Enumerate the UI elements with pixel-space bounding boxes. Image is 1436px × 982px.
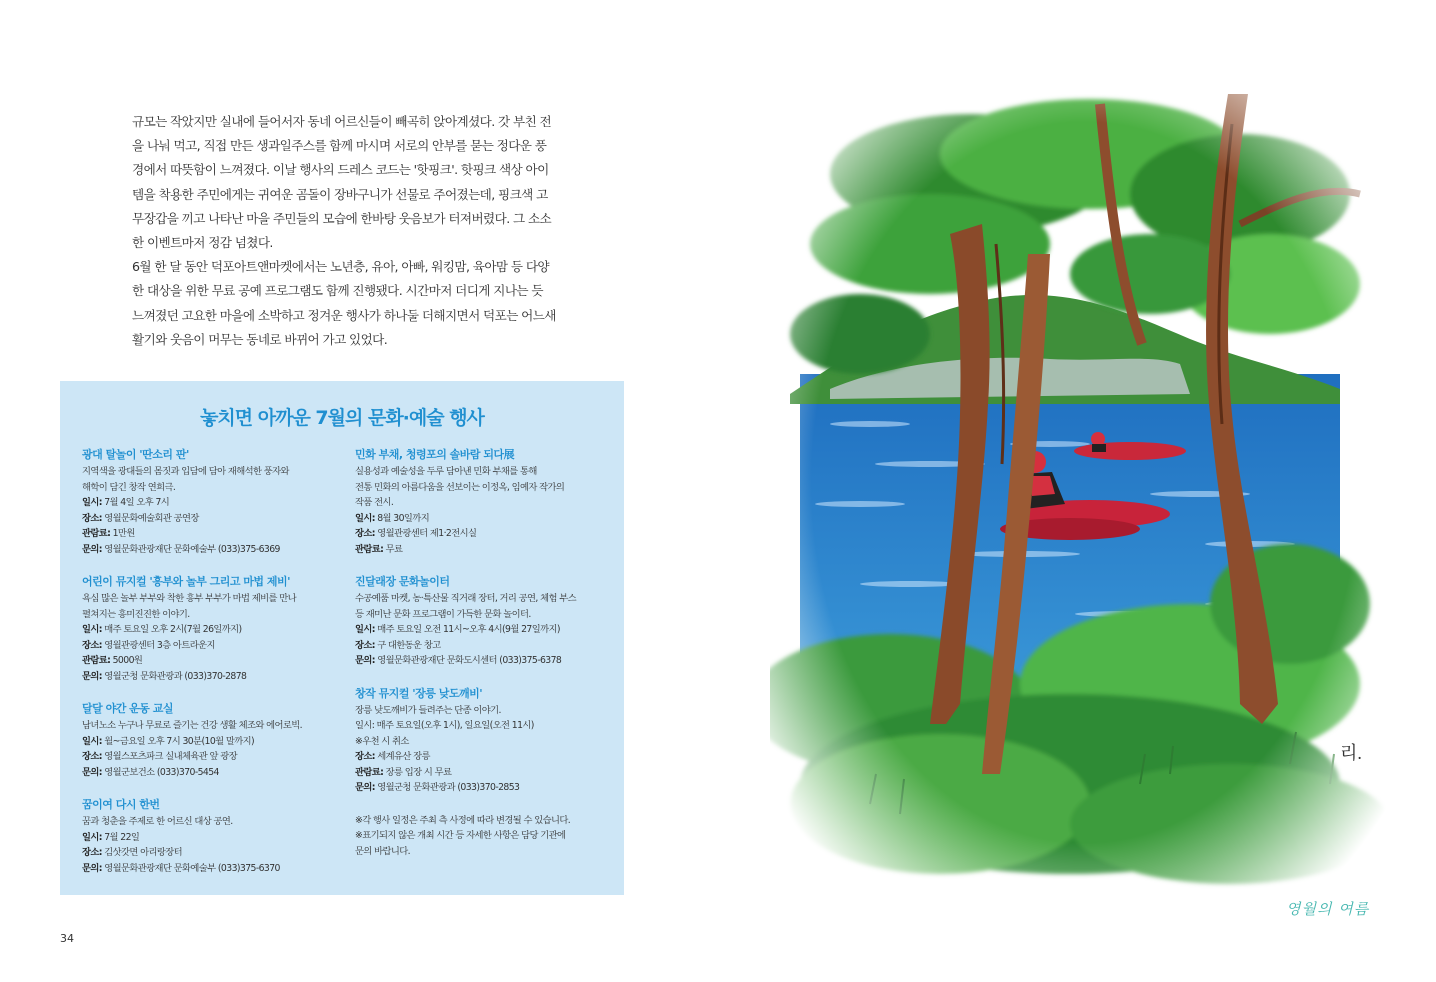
event-field-label: 일시:: [82, 831, 102, 843]
event-field-label: 장소:: [355, 751, 375, 762]
event-item: [355, 447, 613, 557]
event-field: [82, 622, 340, 638]
event-field-value: 7월 4일 오후 7시: [101, 497, 170, 508]
event-description: 남녀노소 누구나 무료로 즐기는 건강 생활 체조와 에어로빅.: [82, 720, 302, 731]
event-description: 꿈과 청춘을 주제로 한 어르신 대상 공연.: [82, 816, 233, 827]
event-field: [355, 542, 613, 558]
artist-signature: 리.: [1340, 743, 1362, 763]
event-field: [82, 511, 340, 527]
event-description: 수공예품 마켓, 농·특산물 직거래 장터, 거리 공연, 체험 부스: [355, 593, 577, 604]
event-item: [355, 574, 613, 669]
event-title: 어린이 뮤지컬 '흥부와 놀부 그리고 마법 제비': [82, 575, 290, 588]
event-title: 꿈이여 다시 한번: [82, 798, 160, 811]
event-description: 작품 전시.: [355, 497, 394, 508]
event-field: [82, 653, 340, 669]
event-field-label: 문의:: [82, 766, 102, 778]
event-field: [355, 653, 613, 669]
event-box-title: 놓치면 아까운 7월의 문화·예술 행사: [200, 407, 484, 429]
event-description: 실용성과 예술성을 두루 담아낸 민화 부채를 통해: [355, 466, 537, 477]
event-description: 지역색을 광대들의 몸짓과 입담에 담아 재해석한 풍자와: [82, 466, 289, 477]
event-field-label: 장소:: [355, 528, 375, 539]
event-field: [82, 638, 340, 654]
event-item: [82, 701, 340, 780]
event-field: [82, 765, 340, 781]
event-description: ※우천 시 취소: [355, 735, 409, 747]
paragraph-1: 규모는 작았지만 실내에 들어서자 동네 어르신들이 빼곡히 앉아계셨다. 갓 부친 전을 나눠 먹고, 직접 만든 생과일주스를 함께 마시며 서로의 안부를 묻는 정다운 풍경에서 따뜻함이 느껴졌다. 이날 행사의 드레스 코드는 '핫핑크'. 핫핑크 색상 아이템을 착용한 주민에게는 귀여운 곰돌이 장바구니가 선물로 주어졌는데, 핑크색 고무장갑을 끼고 나타난 마을 주민들의 모습에 한바탕 웃음보가 터져버렸다. 그 소소한 이벤트마저 정감 넘쳤다.: [132, 114, 552, 251]
event-field-value: 8월 30일까지: [374, 512, 430, 524]
event-description: 펼쳐지는 흥미진진한 이야기.: [82, 608, 190, 620]
event-description: 전통 민화의 아름다움을 선보이는 이정옥, 임예자 작가의: [355, 481, 565, 493]
event-field-label: 장소:: [82, 512, 102, 524]
event-field: [355, 749, 613, 765]
event-title: 창작 뮤지컬 '장릉 낮도깨비': [355, 686, 483, 700]
event-item: [82, 574, 340, 684]
event-field-label: 관람료:: [82, 528, 111, 539]
event-field-value: 세계유산 장릉: [374, 751, 430, 762]
right-page: [718, 0, 1436, 982]
event-field: [355, 765, 613, 781]
note-line: 문의 바랍니다.: [355, 845, 410, 857]
event-description: 등 재미난 문화 프로그램이 가득한 문화 놀이터.: [355, 608, 531, 620]
event-field: [82, 749, 340, 765]
event-field: [82, 669, 340, 685]
event-field: [355, 511, 613, 527]
event-column-left: [82, 447, 340, 893]
event-notes: [355, 813, 613, 860]
event-field: [82, 830, 340, 846]
event-field-label: 장소:: [82, 847, 102, 858]
event-field-label: 문의:: [82, 862, 102, 874]
event-field: [355, 780, 613, 796]
event-field-value: 영월문화관광재단 문화도시센터 (033)375-6378: [374, 655, 562, 666]
event-field: [82, 526, 340, 542]
article-body: [132, 110, 557, 352]
paragraph-2: 6월 한 달 동안 덕포아트앤마켓에서는 노년층, 유아, 아빠, 워킹맘, 육아맘 등 다양한 대상을 위한 무료 공예 프로그램도 함께 진행됐다. 시간마저 더디게 지나는 듯 느껴졌던 고요한 마을에 소박하고 정겨운 행사가 하나둘 더해지면서 덕포는 어느새 활기와 웃음이 머무는 동네로 바뀌어 가고 있었다.: [132, 259, 556, 347]
event-field-value: 무료: [383, 543, 403, 555]
event-field: [355, 622, 613, 638]
event-field-value: 영월스포츠파크 실내체육관 앞 광장: [101, 751, 238, 762]
event-field-value: 영월군청 문화관광과 (033)370-2878: [101, 670, 247, 682]
event-field-value: 영월군보건소 (033)370-5454: [101, 766, 219, 778]
event-item: [82, 447, 340, 557]
event-field-label: 일시:: [355, 512, 375, 524]
summer-illustration: [770, 84, 1400, 914]
event-field-value: 영월군청 문화관광과 (033)370-2853: [374, 782, 520, 793]
illustration-caption: 영월의 여름: [1286, 900, 1370, 918]
event-field-value: 김삿갓면 아리랑장터: [101, 847, 183, 858]
event-field: [82, 734, 340, 750]
event-field-label: 일시:: [82, 735, 102, 747]
event-field-label: 문의:: [82, 543, 102, 555]
event-field-value: 7월 22일: [101, 831, 140, 843]
event-field-label: 일시:: [355, 624, 375, 635]
event-field-label: 관람료:: [355, 766, 384, 778]
event-item: [355, 686, 613, 796]
event-field: [355, 638, 613, 654]
event-field-value: 영월관광센터 3층 아트라운지: [101, 639, 215, 651]
event-description: 욕심 많은 놀부 부부와 착한 흥부 부부가 마법 제비를 만나: [82, 593, 296, 604]
event-column-right: [355, 447, 613, 859]
event-field-value: 구 대한동운 창고: [374, 639, 441, 651]
event-field: [355, 526, 613, 542]
note-line: ※표기되지 않은 개최 시간 등 자세한 사항은 담당 기관에: [355, 830, 566, 841]
event-description: 장릉 낮도깨비가 들려주는 단종 이야기.: [355, 704, 501, 716]
event-field: [82, 861, 340, 877]
event-field-label: 장소:: [355, 639, 375, 651]
event-item: [82, 797, 340, 876]
event-field-value: 매주 토요일 오전 11시~오후 4시(9월 27일까지): [374, 624, 560, 635]
event-field-value: 1만원: [110, 528, 135, 539]
event-field-label: 관람료:: [82, 655, 111, 666]
event-field: [82, 495, 340, 511]
event-field-label: 장소:: [82, 751, 102, 762]
event-field-value: 영월문화관광재단 문화예술부 (033)375-6369: [101, 543, 280, 555]
note-line: ※각 행사 일정은 주최 측 사정에 따라 변경될 수 있습니다.: [355, 814, 571, 826]
event-field-value: 장릉 입장 시 무료: [383, 766, 452, 778]
event-description: 해학이 담긴 창작 연희극.: [82, 481, 176, 493]
event-field-label: 문의:: [355, 782, 375, 793]
event-field-label: 문의:: [82, 670, 102, 682]
event-description: 일시: 매주 토요일(오후 1시), 일요일(오전 11시): [355, 720, 534, 731]
event-field-value: 월~금요일 오후 7시 30분(10월 말까지): [101, 735, 255, 747]
event-field-label: 일시:: [82, 624, 102, 635]
event-field-label: 문의:: [355, 655, 375, 666]
event-field-value: 영월관광센터 제1·2전시실: [374, 528, 477, 539]
event-field-label: 관람료:: [355, 543, 384, 555]
event-field-label: 장소:: [82, 639, 102, 651]
event-field-value: 매주 토요일 오후 2시(7월 26일까지): [101, 624, 242, 635]
event-field: [82, 542, 340, 558]
event-field: [82, 845, 340, 861]
event-info-box: [60, 381, 624, 895]
event-title: 민화 부채, 청령포의 솔바람 되다展: [355, 448, 515, 461]
event-title: 진달래장 문화놀이터: [355, 575, 450, 588]
event-field-value: 영월문화관광재단 문화예술부 (033)375-6370: [101, 862, 280, 874]
event-field-value: 5000원: [110, 655, 143, 666]
event-field-label: 일시:: [82, 497, 102, 508]
event-title: 광대 탈놀이 '딴소리 판': [82, 448, 189, 461]
event-title: 달달 야간 운동 교실: [82, 702, 173, 715]
page-number: 34: [60, 932, 74, 945]
event-field-value: 영월문화예술회관 공연장: [101, 512, 199, 524]
